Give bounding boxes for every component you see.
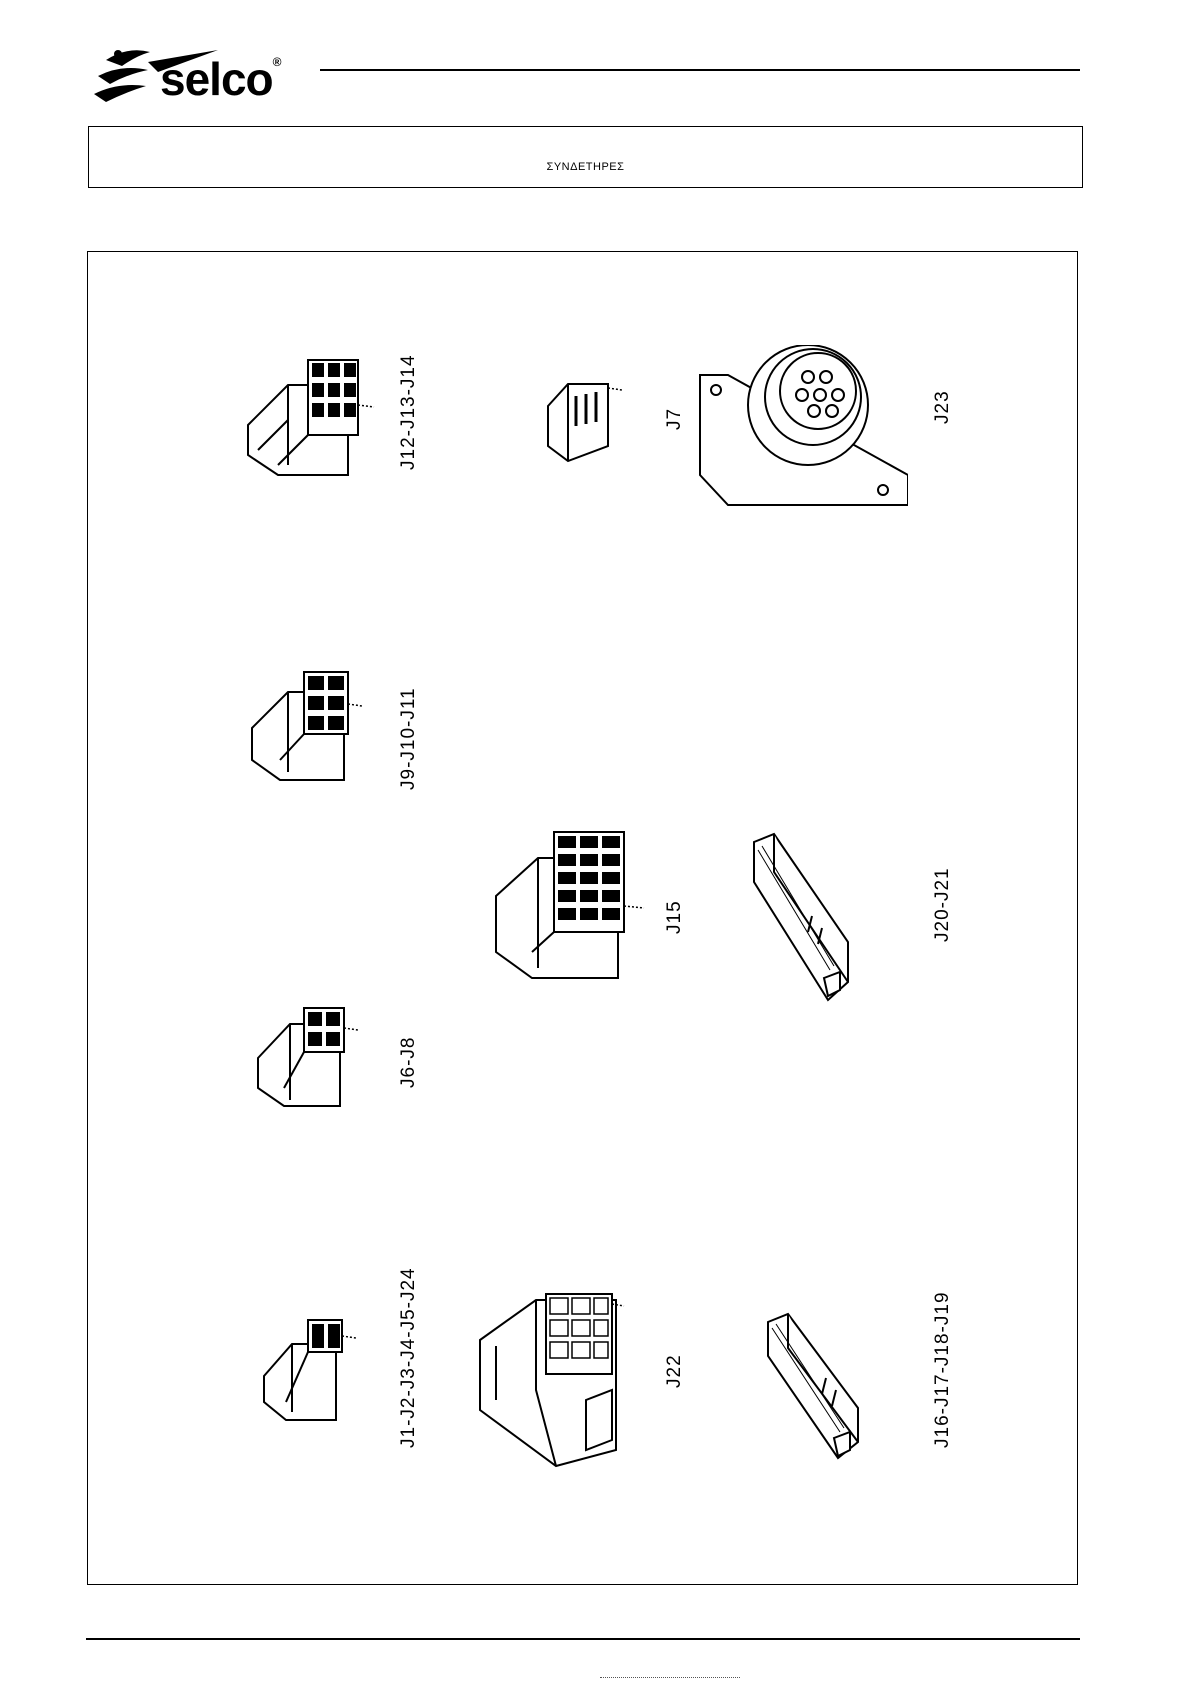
header-rule bbox=[320, 69, 1080, 71]
connector-j23-drawing bbox=[698, 345, 908, 535]
label-j9-j11: J9-J10-J11 bbox=[398, 687, 419, 790]
connector-j20-j21-drawing bbox=[748, 832, 888, 1002]
brand-wordmark: selco® bbox=[160, 53, 281, 105]
title-box bbox=[88, 126, 1083, 188]
connector-j7-drawing bbox=[542, 376, 624, 466]
connector-j15-drawing bbox=[488, 828, 648, 993]
label-j6-j8: J6-J8 bbox=[398, 1036, 419, 1088]
label-j7: J7 bbox=[664, 407, 685, 430]
label-j12-j14: J12-J13-J14 bbox=[398, 354, 419, 470]
connector-j12-j14-drawing bbox=[238, 355, 378, 495]
connector-j22-drawing bbox=[476, 1290, 626, 1470]
label-j15: J15 bbox=[664, 900, 685, 934]
label-j16-j19: J16-J17-J18-J19 bbox=[932, 1291, 953, 1448]
label-j1-j24: J1-J2-J3-J4-J5-J24 bbox=[398, 1267, 419, 1448]
footer-rule bbox=[86, 1638, 1080, 1640]
connector-j16-j19-drawing bbox=[762, 1312, 892, 1462]
label-j23: J23 bbox=[932, 390, 953, 424]
connector-j6-j8-drawing bbox=[252, 1004, 360, 1116]
page-title: ΣΥΝΔΕΤΗΡΕΣ bbox=[546, 161, 625, 173]
scan-artifact bbox=[600, 1677, 740, 1682]
label-j22: J22 bbox=[664, 1354, 685, 1388]
connector-j9-j11-drawing bbox=[244, 668, 364, 790]
connector-j1-j24-drawing bbox=[258, 1316, 358, 1428]
label-j20-j21: J20-J21 bbox=[932, 867, 953, 942]
